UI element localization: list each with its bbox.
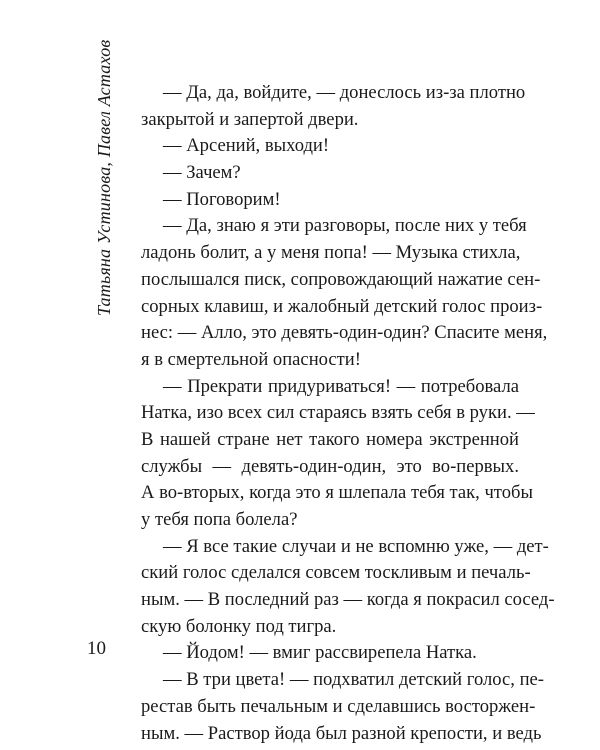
text-line: службы — девять-один-один, это во-первых. [141, 455, 519, 477]
text-line: закрытой и запертой двери. [141, 108, 359, 130]
text-line: я в смертельной опасности! [141, 348, 361, 370]
text-line: ладонь болит, а у меня попа! — Музыка стихла, [141, 242, 521, 264]
text-line: — Арсений, выходи! [163, 135, 330, 157]
text-line: В нашей стране нет такого номера экстренной [141, 428, 519, 450]
text-line: у тебя попа болела? [141, 509, 298, 530]
text-line: ным. — В последний раз — когда я покрасил сосед- [141, 589, 555, 611]
text-line: послышался писк, сопровождающий нажатие сен- [141, 268, 541, 290]
text-line: А во-вторых, когда это я шлепала тебя так, чтобы [141, 482, 533, 504]
text-line: рестав быть печальным и сделавшись восторжен- [141, 695, 536, 717]
running-head-text: Татьяна Устинова, Павел Астахов [94, 39, 114, 316]
text-line: ский голос сделался совсем тоскливым и печаль- [141, 562, 531, 584]
body-text [141, 80, 555, 747]
text-line: — В три цвета! — подхватил детский голос, пе- [163, 669, 544, 691]
text-line: — Йодом! — вмиг рассвирепела Натка. [163, 642, 477, 664]
text-line: — Да, знаю я эти разговоры, после них у тебя [163, 215, 527, 237]
text-line: — Прекрати придуриваться! — потребовала [163, 375, 519, 397]
text-line: — Да, да, войдите, — донеслось из-за плотно [163, 82, 526, 103]
text-line: ным. — Раствор йода был разной крепости, и ведь [141, 722, 542, 744]
text-line: — Поговорим! [163, 188, 281, 210]
text-line: сорных клавиш, и жалобный детский голос произ- [141, 295, 543, 317]
text-line: нес: — Алло, это девять-один-один? Спасите меня, [141, 322, 548, 344]
page-number: 10 [87, 638, 106, 659]
text-line: — Я все такие случаи и не вспомню уже, — дет- [163, 535, 549, 557]
text-line: скую болонку под тигра. [141, 615, 337, 637]
text-line: Натка, изо всех сил стараясь взять себя в руки. — [141, 402, 535, 424]
text-line: — Зачем? [163, 162, 241, 184]
